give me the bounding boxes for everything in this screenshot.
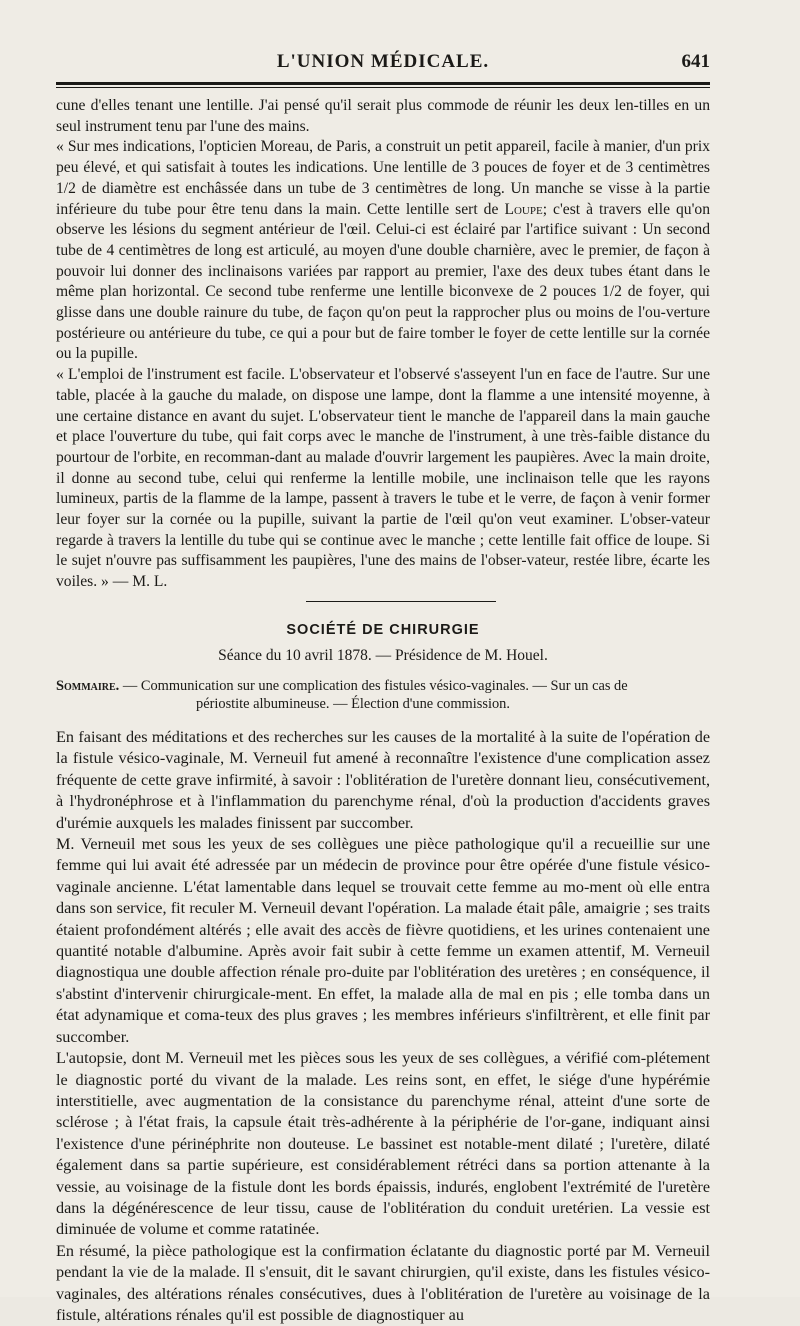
section-separator xyxy=(306,601,496,602)
header-rule-thin xyxy=(56,87,710,88)
paragraph: cune d'elles tenant une lentille. J'ai pensé qu'il serait plus commode de réunir les deux len-tilles en un seul instrument tenu par l'une des mains. xyxy=(56,97,710,135)
paragraph: M. Verneuil met sous les yeux de ses collègues une pièce pathologique qu'il a recueillie sur une femme qui lui avait été adressée par un médecin de province pour être opérée d'une fistule vésico-vaginale ancienne. L'état lamentable dans lequel se trouvait cette femme au mo-ment où elle entra dans son service, fit reculer M. Verneuil devant l'opération. La malade était pâle, amaigrie ; ses traits étaient profondément altérés ; elle avait des accès de fièvre quotidiens, et les urines contenaient une quantité notable d'albumine. Après avoir fait subir à cette femme un examen attentif, M. Verneuil diagnostiqua une double affection rénale pro-duite par l'oblitération des uretères ; en conséquence, il s'abstint d'intervenir chirurgicale-ment. En effet, la malade alla de mal en pis ; elle tomba dans un état adynamique et coma-teux des plus graves ; les membres inférieurs s'infiltrèrent, et elle finit par succomber. xyxy=(56,835,710,1046)
paragraph: En faisant des méditations et des recherches sur les causes de la mortalité à la suite de l'opération de la fistule vésico-vaginale, M. Verneuil fut amené à reconnaître l'existence d'une complication assez fréquente de cette grave infirmité, à savoir : l'oblitération de l'uretère donnant lieu, consécutivement, à l'hydronéphrose et à l'inflammation du parenchyme rénal, d'où la production d'accidents graves d'urémie auxquels les malades finissent par succomber. xyxy=(56,728,710,832)
page-number: 641 xyxy=(681,51,710,72)
section-body xyxy=(56,727,710,1326)
paragraph: « Sur mes indications, l'opticien Moreau, de Paris, a construit un petit appareil, facile à manier, d'un prix peu élevé, et qui satisfait à toutes les indications. Une lentille de 3 pouces de foyer et de 3 centimètres 1/2 de diamètre est enchâssée dans un tube de 3 centimètres de long. Un manche se visse à la partie inférieure du tube pour être tenu dans la main. Cette lentille sert de Loupe; c'est à travers elle qu'on observe les lésions du segment antérieur de l'œil. Celui-ci est éclairé par l'artifice suivant : Un second tube de 4 centimètres de long est articulé, au moyen d'une double charnière, avec le premier, de façon à pouvoir lui donner des inclinaisons variées par rapport au premier, l'axe des deux tubes étant dans le même plan horizontal. Ce second tube renferme une lentille biconvexe de 2 pouces 1/2 de foyer, qui glisse dans une double rainure du tube, de façon qu'on peut la rapprocher plus ou moins de l'ou-verture postérieure ou antérieure du tube, ce qui a pour but de faire tomber le foyer de cette lentille sur la cornée ou la pupille. xyxy=(56,138,711,363)
summary-text: — Communication sur une complication des fistules vésico-vaginales. — Sur un cas de xyxy=(122,678,628,694)
page-header xyxy=(56,51,710,77)
paragraph: L'autopsie, dont M. Verneuil met les pièces sous les yeux de ses collègues, a vérifié com-plétement le diagnostic porté du vivant de la malade. Les reins sont, en effet, le siége d'une hypérémie interstitielle, avec augmentation de la consistance du parenchyme rénal, atteint d'une sorte de sclérose ; à l'état frais, la capsule était très-adhérente à la périphérie de l'or-gane, indiquant ainsi l'existence d'une périnéphrite non douteuse. Le bassinet est notable-ment dilaté ; l'uretère, dilaté également dans sa partie supérieure, est considérablement rétréci dans sa portion attenante à la vessie, au voisinage de la fistule dont les bords épaissis, indurés, englobent l'extrémité de l'uretère dans la dégénérescence de leur tissu, cause de l'oblitération du conduit uretérien. La vessie est diminuée de volume et comme ratatinée. xyxy=(56,1049,710,1239)
summary-label: Sommaire. xyxy=(56,678,120,694)
header-rule xyxy=(56,82,710,85)
loupe-term: Loupe xyxy=(504,200,543,218)
running-title: L'UNION MÉDICALE. xyxy=(276,51,490,72)
paragraph: En résumé, la pièce pathologique est la confirmation éclatante du diagnostic porté par M. Verneuil pendant la vie de la malade. Il s'ensuit, dit le savant chirurgien, qu'il existe, dans les fistules vésico-vaginales, des altérations rénales consécutives, dues à l'oblitération de l'uretère au voisinage de la fistule, altérations rénales qu'il est possible de diagnostiquer au xyxy=(56,1241,710,1324)
session-line: Séance du 10 avril 1878. — Présidence de M. Houel. xyxy=(218,647,548,664)
paragraph: « L'emploi de l'instrument est facile. L'observateur et l'observé s'asseyent l'un en face de l'autre. Sur une table, placée à la gauche du malade, on dispose une lampe, dont la flamme a une intensité moyenne, à une certaine distance en avant du sujet. L'observateur tient le manche de l'appareil dans la main gauche et place l'ouverture du tube, qui fait corps avec le manche de l'instrument, à une très-faible distance du pourtour de l'orbite, en recomman-dant au malade d'ouvrir largement les paupières. Avec la main droite, il donne au second tube, celui qui renferme la lentille mobile, une inclinaison telle que les rayons lumineux, partis de la flamme de la lampe, passent à travers le tube et le verre, de façon à venir former leur foyer sur la cornée ou la pupille, suivant la partie de l'œil qu'on veut examiner. L'obser-vateur regarde à travers la lentille du tube qui se continue avec le manche ; cette lentille fait office de loupe. Si le sujet n'ouvre pas suffisamment les paupières, l'une des mains de l'obser-vateur, restée libre, écarte les voiles. » — M. L. xyxy=(56,366,710,591)
article-continuation xyxy=(56,96,710,593)
section-summary xyxy=(56,677,710,713)
section-title: SOCIÉTÉ DE CHIRURGIE xyxy=(286,622,480,638)
summary-text-continued: périostite albumineuse. — Élection d'une commission. xyxy=(196,696,510,712)
